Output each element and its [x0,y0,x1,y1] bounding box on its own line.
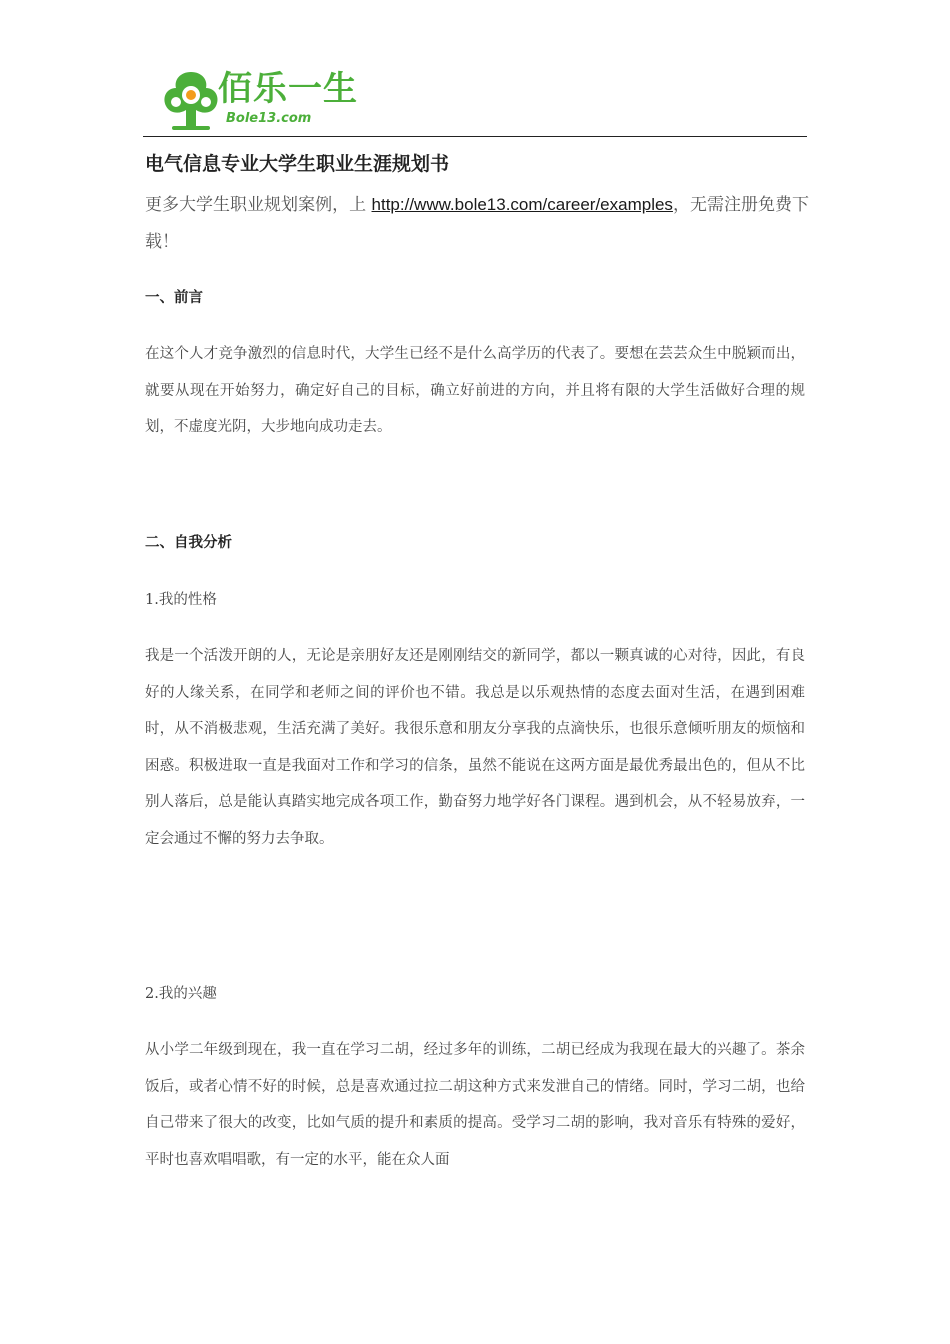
interests-paragraph: 从小学二年级到现在，我一直在学习二胡，经过多年的训练，二胡已经成为我现在最大的兴趣了。茶余饭后，或者心情不好的时候，总是喜欢通过拉二胡这种方式来发泄自己的情绪。同时，学习二胡，也给自己带来了很大的改变，比如气质的提升和素质的提高。受学习二胡的影响，我对音乐有特殊的爱好，平时也喜欢唱唱歌，有一定的水平，能在众人面 [145,1042,805,1168]
section-heading-preface: 一、前言 [145,289,203,306]
header-divider [143,136,807,137]
section-heading-self-analysis: 二、自我分析 [145,534,232,551]
bole13-logo [160,66,360,134]
tree-logo-icon [160,66,222,134]
logo-chinese-name: 佰乐一生 [218,69,358,109]
subsection-title-personality: 1.我的性格 [145,592,217,608]
personality-paragraph: 我是一个活泼开朗的人，无论是亲朋好友还是刚刚结交的新同学，都以一颗真诚的心对待，因此，有良好的人缘关系，在同学和老师之间的评价也不错。我总是以乐观热情的态度去面对生活，在遇到困难时，从不消极悲观，生活充满了美好。我很乐意和朋友分享我的点滴快乐，也很乐意倾听朋友的烦恼和困惑。积极进取一直是我面对工作和学习的信条，虽然不能说在这两方面是最优秀最出色的，但从不比别人落后，总是能认真踏实地完成各项工作，勤奋努力地学好各门课程。遇到机会，从不轻易放弃，一定会通过不懈的努力去争取。 [145,648,805,847]
intro-suffix: ，无需注册免费下载！ [145,195,809,252]
logo-domain: Bole13.com [226,111,312,126]
intro-prefix: 更多大学生职业规划案例，上 [145,195,372,215]
preface-paragraph: 在这个人才竞争激烈的信息时代，大学生已经不是什么高学历的代表了。要想在芸芸众生中脱颖而出，就要从现在开始努力，确定好自己的目标，确立好前进的方向，并且将有限的大学生活做好合理的规划，不虚度光阴，大步地向成功走去。 [145,346,805,435]
examples-link[interactable]: http://www.bole13.com/career/examples [371,195,673,214]
document-title: 电气信息专业大学生职业生涯规划书 [145,153,450,175]
subsection-title-interests: 2.我的兴趣 [145,986,217,1002]
intro-paragraph [145,186,809,261]
